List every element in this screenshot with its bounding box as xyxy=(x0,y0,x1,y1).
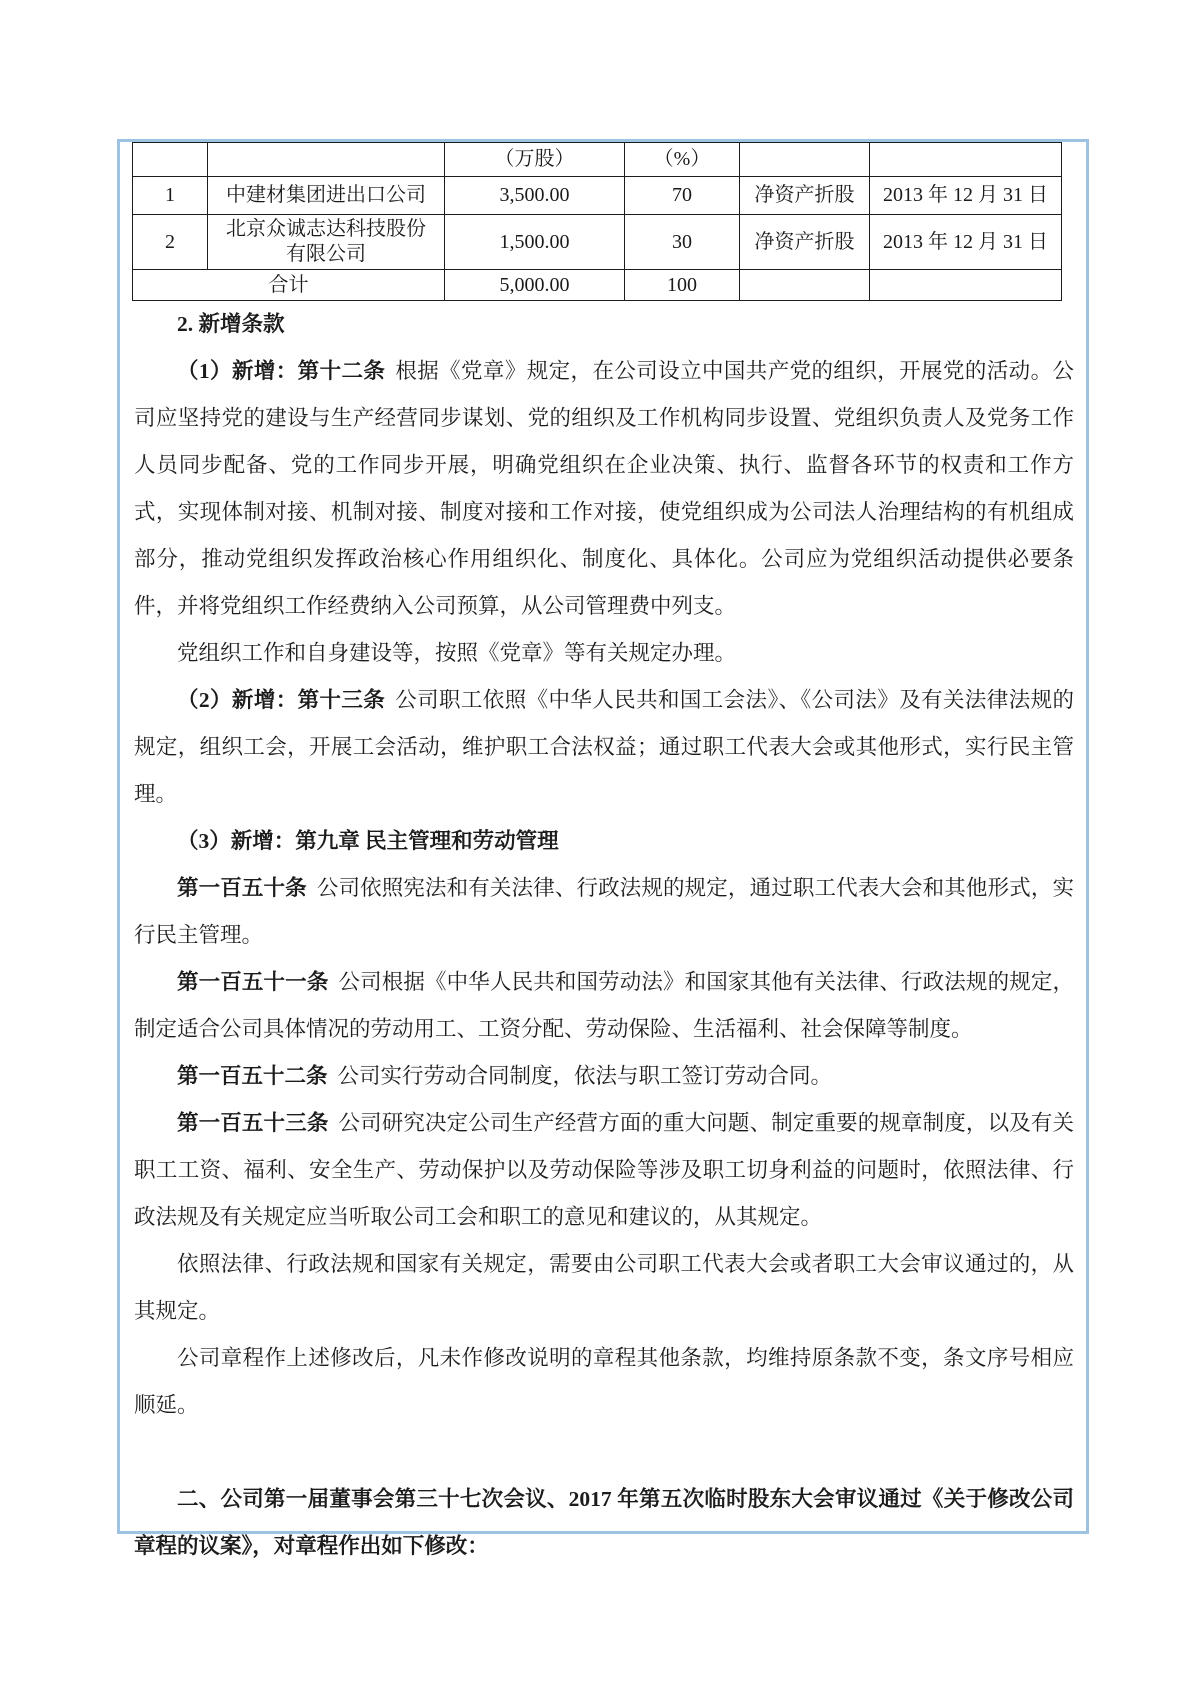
total-method-cell xyxy=(740,270,870,301)
paragraph: 党组织工作和自身建设等，按照《党章》等有关规定办理。 xyxy=(177,641,737,665)
section-heading: 2. 新增条款 xyxy=(177,312,285,336)
paragraph: 二、公司第一届董事会第三十七次会议、2017 年第五次临时股东大会审议通过《关于修改公司章程的议案》，对章程作出如下修改： xyxy=(134,1487,1074,1558)
table-cell: 1,500.00 xyxy=(445,215,625,270)
paragraph: （3）新增：第九章 民主管理和劳动管理 xyxy=(177,829,559,853)
content-border-box xyxy=(117,139,1089,1558)
paragraph: 第一百五十二条 公司实行劳动合同制度，依法与职工签订劳动合同。 xyxy=(177,1064,833,1088)
paragraph: 第一百五十一条 公司根据《中华人民共和国劳动法》和国家其他有关法律、行政法规的规定，制定适合公司具体情况的劳动用工、工资分配、劳动保险、生活福利、社会保障等制度。 xyxy=(134,970,1074,1041)
table-cell: 70 xyxy=(625,177,740,215)
table-body xyxy=(133,177,1062,270)
blank-line xyxy=(134,1429,1074,1476)
table-cell: 净资产折股 xyxy=(740,215,870,270)
table-cell: 2 xyxy=(133,215,208,270)
table-cell: 中建材集团进出口公司 xyxy=(208,177,445,215)
table-total-row xyxy=(133,270,1062,301)
clause-number: 第一百五十三条 xyxy=(177,1111,329,1135)
clause-number: 第一百五十一条 xyxy=(177,970,329,994)
table-cell: 北京众诚志达科技股份有限公司 xyxy=(208,215,445,270)
table-cell: 净资产折股 xyxy=(740,177,870,215)
clause-number: （1）新增：第十二条 xyxy=(177,359,386,383)
total-label-cell: 合计 xyxy=(133,270,445,301)
header-cell-pct: （%） xyxy=(625,143,740,177)
header-cell-shares: （万股） xyxy=(445,143,625,177)
table-header-row xyxy=(133,143,1062,177)
header-cell-method xyxy=(740,143,870,177)
shareholder-table xyxy=(132,142,1062,301)
document-body xyxy=(134,301,1074,1570)
paragraph: 公司章程作上述修改后，凡未作修改说明的章程其他条款，均维持原条款不变，条文序号相应顺延。 xyxy=(134,1346,1074,1417)
paragraph: （2）新增：第十三条 公司职工依照《中华人民共和国工会法》、《公司法》及有关法律法规的规定，组织工会，开展工会活动，维护职工合法权益；通过职工代表大会或其他形式，实行民主管理。 xyxy=(134,688,1074,806)
clause-number: （2）新增：第十三条 xyxy=(177,688,386,712)
paragraph: 依照法律、行政法规和国家有关规定，需要由公司职工代表大会或者职工大会审议通过的，从其规定。 xyxy=(134,1252,1074,1323)
table-cell: 1 xyxy=(133,177,208,215)
header-cell-name xyxy=(208,143,445,177)
table-cell: 2013 年 12 月 31 日 xyxy=(870,215,1062,270)
paragraph: 第一百五十三条 公司研究决定公司生产经营方面的重大问题、制定重要的规章制度，以及有关职工工资、福利、安全生产、劳动保护以及劳动保险等涉及职工切身利益的问题时，依照法律、行政法规及有关规定应当听取公司工会和职工的意见和建议的，从其规定。 xyxy=(134,1111,1074,1229)
table-row xyxy=(133,215,1062,270)
total-shares-cell: 5,000.00 xyxy=(445,270,625,301)
table-cell: 2013 年 12 月 31 日 xyxy=(870,177,1062,215)
header-cell-no xyxy=(133,143,208,177)
table-row xyxy=(133,177,1062,215)
total-date-cell xyxy=(870,270,1062,301)
header-cell-date xyxy=(870,143,1062,177)
paragraph: （1）新增：第十二条 根据《党章》规定，在公司设立中国共产党的组织，开展党的活动。公司应坚持党的建设与生产经营同步谋划、党的组织及工作机构同步设置、党组织负责人及党务工作人员同步配备、党的工作同步开展，明确党组织在企业决策、执行、监督各环节的权责和工作方式，实现体制对接、机制对接、制度对接和工作对接，使党组织成为公司法人治理结构的有机组成部分，推动党组织发挥政治核心作用组织化、制度化、具体化。公司应为党组织活动提供必要条件，并将党组织工作经费纳入公司预算，从公司管理费中列支。 xyxy=(134,359,1074,618)
table-cell: 30 xyxy=(625,215,740,270)
total-pct-cell: 100 xyxy=(625,270,740,301)
clause-number: 第一百五十二条 xyxy=(177,1064,328,1088)
paragraph: 第一百五十条 公司依照宪法和有关法律、行政法规的规定，通过职工代表大会和其他形式，实行民主管理。 xyxy=(134,876,1074,947)
clause-number: 第一百五十条 xyxy=(177,876,307,900)
table-cell: 3,500.00 xyxy=(445,177,625,215)
